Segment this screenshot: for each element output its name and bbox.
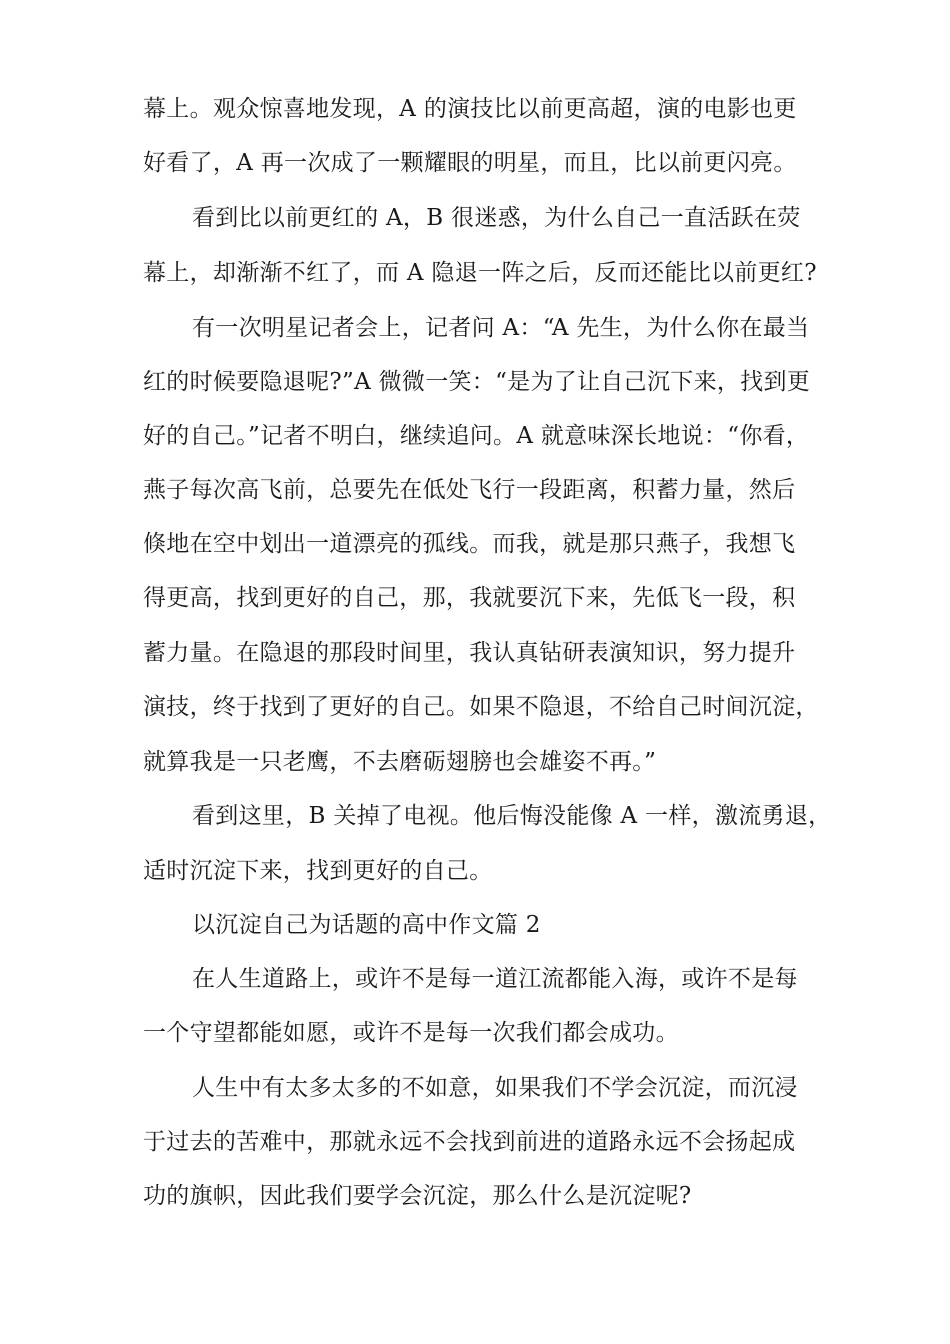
body-text-line: 蓄力量。在隐退的那段时间里，我认真钻研表演知识，努力提升 [143, 640, 796, 666]
paragraph-first-line: 在人生道路上，或许不是每一道江流都能入海，或许不是每 [192, 966, 798, 992]
paragraph-first-line: 看到这里，B 关掉了电视。他后悔没能像 A 一样，激流勇退， [192, 803, 832, 829]
paragraph-first-line: 人生中有太多太多的不如意，如果我们不学会沉淀，而沉浸 [192, 1075, 798, 1101]
body-text-line: 燕子每次高飞前，总要先在低处飞行一段距离，积蓄力量，然后 [143, 477, 796, 503]
body-text-line: 倏地在空中划出一道漂亮的孤线。而我，就是那只燕子，我想飞 [143, 531, 796, 557]
body-text-line: 幕上，却渐渐不红了，而 A 隐退一阵之后，反而还能比以前更红? [143, 260, 817, 286]
paragraph-first-line: 有一次明星记者会上，记者问 A：“A 先生，为什么你在最当 [192, 315, 810, 341]
body-text-line: 功的旗帜，因此我们要学会沉淀，那么什么是沉淀呢? [143, 1183, 692, 1209]
body-text-line: 好看了，A 再一次成了一颗耀眼的明星，而且，比以前更闪亮。 [143, 150, 797, 176]
body-text-line: 演技，终于找到了更好的自己。如果不隐退，不给自己时间沉淀， [143, 694, 819, 720]
body-text-line: 红的时候要隐退呢?”A 微微一笑：“是为了让自己沉下来，找到更 [143, 369, 811, 395]
body-text-line: 一个守望都能如愿，或许不是每一次我们都会成功。 [143, 1020, 679, 1046]
body-text-line: 得更高，找到更好的自己，那，我就要沉下来，先低飞一段，积 [143, 585, 796, 611]
section-heading: 以沉淀自己为话题的高中作文篇 2 [192, 912, 541, 938]
body-text-line: 幕上。观众惊喜地发现，A 的演技比以前更高超，演的电影也更 [143, 96, 797, 122]
body-text-line: 就算我是一只老鹰，不去磨砺翅膀也会雄姿不再。” [143, 749, 657, 775]
body-text-line: 好的自己。”记者不明白，继续追问。A 就意味深长地说：“你看， [143, 423, 810, 449]
paragraph-first-line: 看到比以前更红的 A，B 很迷惑，为什么自己一直活跃在荧 [192, 205, 801, 231]
body-text-line: 适时沉淀下来，找到更好的自己。 [143, 858, 493, 884]
body-text-line: 于过去的苦难中，那就永远不会找到前进的道路永远不会扬起成 [143, 1129, 796, 1155]
